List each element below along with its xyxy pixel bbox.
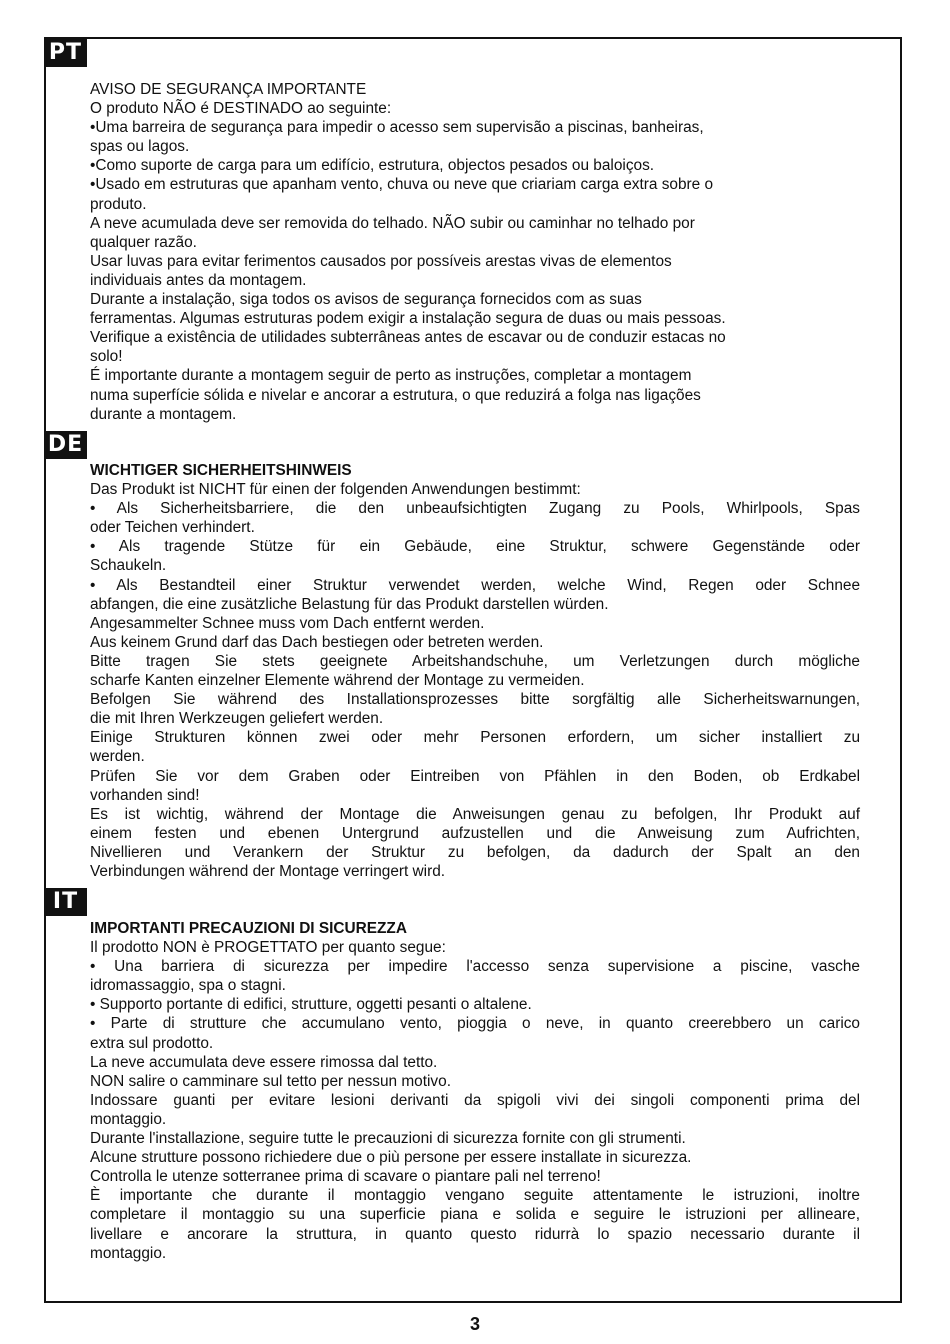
text-line: Es ist wichtig, während der Montage die Anweisungen genau zu befolgen, Ihr Produkt auf — [90, 805, 860, 823]
page-number: 3 — [469, 1314, 480, 1334]
text-line: werden. — [90, 748, 145, 766]
text-line: Indossare guanti per evitare lesioni derivanti da spigoli vivi dei singoli componenti prima del — [90, 1091, 860, 1109]
text-line: A neve acumulada deve ser removida do telhado. NÃO subir ou caminhar no telhado por — [90, 214, 695, 232]
text-line: idromassaggio, spa o stagni. — [90, 977, 286, 995]
text-line: montaggio. — [90, 1110, 167, 1128]
text-line: numa superfície sólida e nivelar e ancorar a estrutura, o que reduzirá a folga nas ligações — [90, 386, 701, 404]
text-line: • Parte di strutture che accumulano vento, pioggia o neve, in quanto creerebbero un carico — [90, 1015, 860, 1033]
text-line: die mit Ihren Werkzeugen geliefert werden. — [90, 710, 384, 728]
text-line: NON salire o camminare sul tetto per nessun motivo. — [90, 1072, 451, 1090]
text-line: Angesammelter Schnee muss vom Dach entfernt werden. — [90, 614, 485, 632]
text-line: AVISO DE SEGURANÇA IMPORTANTE — [90, 81, 367, 98]
text-line: Il prodotto NON è PROGETTATO per quanto segue: — [90, 939, 446, 957]
text-line: • Una barriera di sicurezza per impedire l'accesso senza supervisione a piscine, vasche — [90, 958, 860, 976]
section-de — [90, 461, 860, 881]
section-heading: IMPORTANTI PRECAUZIONI DI SICUREZZA — [90, 920, 407, 937]
text-line: Nivellieren und Verankern der Struktur zu befolgen, da dadurch der Spalt an den — [90, 843, 860, 861]
language-tag-it: IT — [44, 888, 87, 916]
text-line: Bitte tragen Sie stets geeignete Arbeitshandschuhe, um Verletzungen durch mögliche — [90, 652, 860, 670]
text-line: Verifique a existência de utilidades subterrâneas antes de escavar ou de conduzir estacas no — [90, 329, 726, 347]
text-line: Usar luvas para evitar ferimentos causados por possíveis arestas vivas de elementos — [90, 252, 672, 270]
section-pt — [90, 80, 860, 424]
text-line: Durante a instalação, siga todos os avisos de segurança fornecidos com as suas — [90, 291, 642, 309]
text-line: scharfe Kanten einzelner Elemente während der Montage zu vermeiden. — [90, 672, 585, 690]
text-line: Schaukeln. — [90, 557, 167, 575]
text-line: produto. — [90, 195, 147, 213]
text-line: Das Produkt ist NICHT für einen der folgenden Anwendungen bestimmt: — [90, 481, 581, 499]
text-line: É importante durante a montagem seguir de perto as instruções, completar a montagem — [90, 367, 692, 385]
text-line: La neve accumulata deve essere rimossa dal tetto. — [90, 1053, 438, 1071]
text-line: • Als Sicherheitsbarriere, die den unbeaufsichtigten Zugang zu Pools, Whirlpools, Spas — [90, 500, 860, 518]
text-line: •Usado em estruturas que apanham vento, chuva ou neve que criariam carga extra sobre o — [90, 176, 714, 194]
text-line: completare il montaggio su una superficie piana e solida e seguire le istruzioni per allineare, — [90, 1206, 860, 1224]
language-tag-pt: PT — [44, 39, 87, 67]
section-it — [90, 919, 860, 1263]
text-line: individuais antes da montagem. — [90, 271, 307, 289]
text-line: Controlla le utenze sotterranee prima di scavare o piantare pali nel terreno! — [90, 1168, 601, 1186]
text-line: durante a montagem. — [90, 405, 237, 423]
text-line: extra sul prodotto. — [90, 1034, 214, 1052]
text-line: •Uma barreira de segurança para impedir o acesso sem supervisão a piscinas, banheiras, — [90, 119, 704, 137]
text-line: Alcune strutture possono richiedere due o più persone per essere installate in sicurezza. — [90, 1149, 692, 1167]
text-line: ferramentas. Algumas estruturas podem exigir a instalação segura de duas ou mais pessoas. — [90, 310, 726, 328]
text-line: • Als tragende Stütze für ein Gebäude, eine Struktur, schwere Gegenstände oder — [90, 538, 860, 556]
text-line: livellare e ancorare la struttura, in quanto questo ridurrà lo spazio necessario durante il — [90, 1225, 860, 1243]
text-line: qualquer razão. — [90, 233, 197, 251]
text-line: O produto NÃO é DESTINADO ao seguinte: — [90, 100, 392, 118]
text-line: • Als Bestandteil einer Struktur verwendet werden, welche Wind, Regen oder Schnee — [90, 576, 860, 594]
text-line: Befolgen Sie während des Installationsprozesses bitte sorgfältig alle Sicherheitswarnungen, — [90, 691, 860, 709]
section-heading: WICHTIGER SICHERHEITSHINWEIS — [90, 462, 352, 479]
text-line: Einige Strukturen können zwei oder mehr Personen erfordern, um sicher installiert zu — [90, 729, 860, 747]
text-line: Aus keinem Grund darf das Dach bestiegen oder betreten werden. — [90, 633, 544, 651]
text-line: oder Teichen verhindert. — [90, 519, 255, 537]
text-line: montaggio. — [90, 1244, 167, 1262]
language-tag-de: DE — [44, 431, 87, 459]
text-line: abfangen, die eine zusätzliche Belastung für das Produkt darstellen würden. — [90, 595, 609, 613]
text-line: Prüfen Sie vor dem Graben oder Eintreiben von Pfählen in den Boden, ob Erdkabel — [90, 767, 860, 785]
text-line: È importante che durante il montaggio vengano seguite attentamente le istruzioni, inoltre — [90, 1187, 860, 1205]
text-line: solo! — [90, 348, 123, 366]
text-line: •Como suporte de carga para um edifício, estrutura, objectos pesados ou baloiços. — [90, 157, 655, 175]
text-line: einem festen und ebenen Untergrund aufzustellen und die Anweisung zum Aufrichten, — [90, 824, 860, 842]
text-line: Verbindungen während der Montage verringert wird. — [90, 862, 446, 880]
text-line: Durante l'installazione, seguire tutte le precauzioni di sicurezza fornite con gli strumenti. — [90, 1130, 686, 1148]
text-line: vorhanden sind! — [90, 786, 200, 804]
text-line: spas ou lagos. — [90, 138, 190, 156]
text-line: • Supporto portante di edifici, strutture, oggetti pesanti o altalene. — [90, 996, 532, 1014]
